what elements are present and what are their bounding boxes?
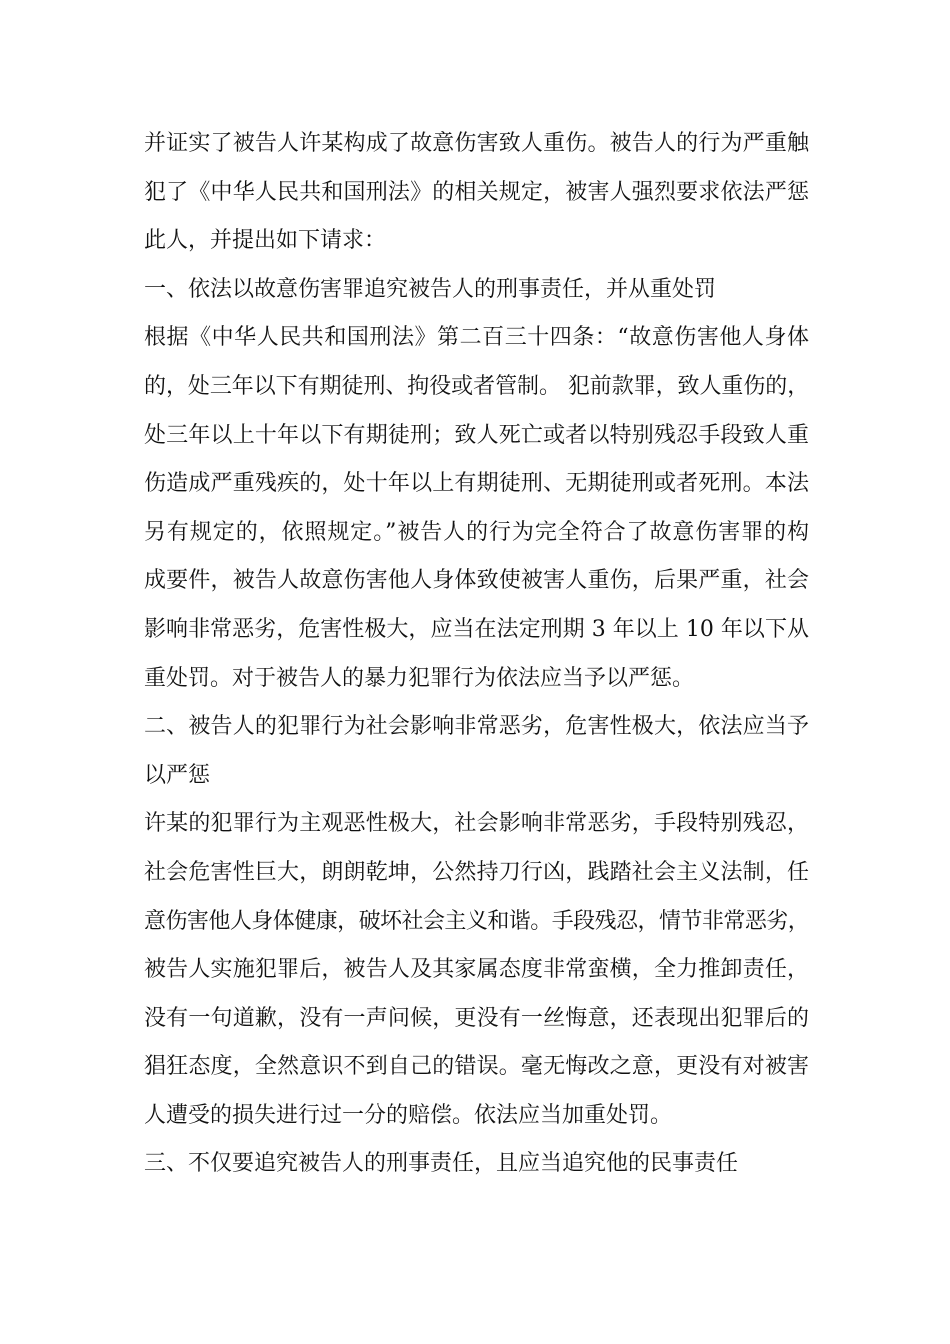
section-heading-2: 二、被告人的犯罪行为社会影响非常恶劣，危害性极大，依法应当予 — [144, 714, 809, 740]
text-line: 社会危害性巨大，朗朗乾坤，公然持刀行凶，践踏社会主义法制，任 — [144, 859, 809, 885]
text-line: 的，处三年以下有期徒刑、拘役或者管制。 犯前款罪，致人重伤的， — [144, 373, 809, 399]
text-line: 人遭受的损失进行过一分的赔偿。依法应当加重处罚。 — [144, 1102, 673, 1128]
text-line: 成要件，被告人故意伤害他人身体致使被害人重伤，后果严重，社会 — [144, 568, 809, 594]
text-line: 根据《中华人民共和国刑法》第二百三十四条：“故意伤害他人身体 — [144, 325, 809, 351]
text-line: 伤造成严重残疾的，处十年以上有期徒刑、无期徒刑或者死刑。本法 — [144, 471, 809, 497]
text-line: 处三年以上十年以下有期徒刑；致人死亡或者以特别残忍手段致人重 — [144, 422, 809, 448]
text-line: 此人，并提出如下请求： — [144, 228, 387, 254]
text-line: 没有一句道歉，没有一声问候，更没有一丝悔意，还表现出犯罪后的 — [144, 1005, 809, 1031]
section-heading-2-cont: 以严惩 — [144, 762, 211, 788]
section-heading-1: 一、依法以故意伤害罪追究被告人的刑事责任，并从重处罚 — [144, 276, 717, 302]
text-line: 猖狂态度，全然意识不到自己的错误。毫无悔改之意，更没有对被害 — [144, 1054, 809, 1080]
section-heading-3: 三、不仅要追究被告人的刑事责任，且应当追究他的民事责任 — [144, 1151, 739, 1177]
text-line: 许某的犯罪行为主观恶性极大，社会影响非常恶劣，手段特别残忍， — [144, 811, 809, 837]
text-line: 另有规定的，依照规定。”被告人的行为完全符合了故意伤害罪的构 — [144, 519, 809, 545]
text-line: 影响非常恶劣，危害性极大，应当在法定刑期 3 年以上 10 年以下从 — [144, 616, 809, 642]
text-line: 并证实了被告人许某构成了故意伤害致人重伤。被告人的行为严重触 — [144, 131, 809, 156]
text-line: 重处罚。对于被告人的暴力犯罪行为依法应当予以严惩。 — [144, 665, 695, 691]
text-line: 犯了《中华人民共和国刑法》的相关规定，被害人强烈要求依法严惩 — [144, 179, 809, 205]
text-line: 意伤害他人身体健康，破坏社会主义和谐。手段残忍，情节非常恶劣， — [144, 908, 809, 934]
text-line: 被告人实施犯罪后，被告人及其家属态度非常蛮横，全力推卸责任， — [144, 957, 809, 983]
document-body — [144, 120, 809, 1189]
